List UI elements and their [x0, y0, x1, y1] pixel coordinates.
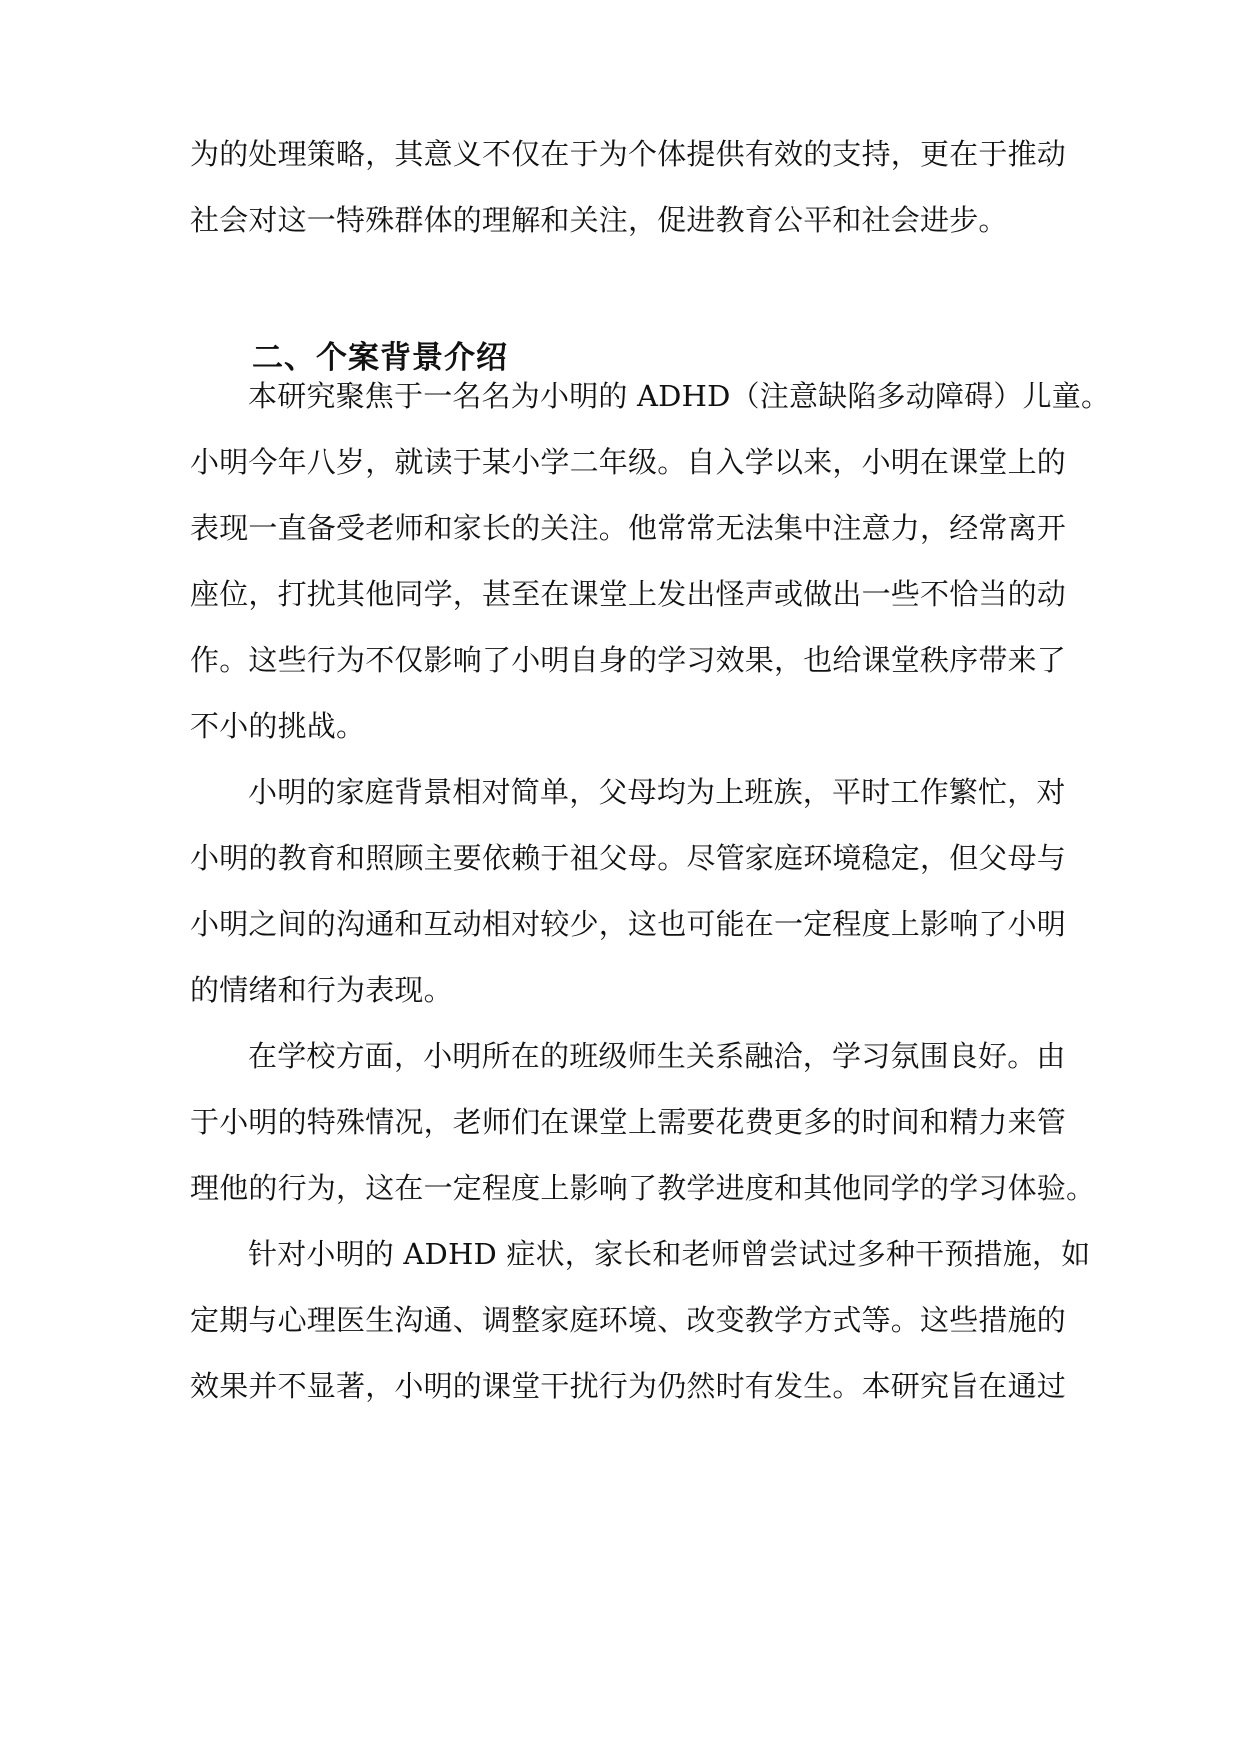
paragraph-line: 本研究聚焦于一名名为小明的 ADHD（注意缺陷多动障碍）儿童。 — [248, 379, 1111, 413]
paragraph-line: 社会对这一特殊群体的理解和关注，促进教育公平和社会进步。 — [190, 203, 1008, 237]
paragraph-line: 针对小明的 ADHD 症状，家长和老师曾尝试过多种干预措施，如 — [248, 1237, 1091, 1271]
paragraph-line: 表现一直备受老师和家长的关注。他常常无法集中注意力，经常离开 — [190, 511, 1067, 545]
paragraph-line: 小明今年八岁，就读于某小学二年级。自入学以来，小明在课堂上的 — [190, 445, 1067, 479]
paragraph-line: 小明的家庭背景相对简单，父母均为上班族，平时工作繁忙，对 — [248, 775, 1066, 809]
paragraph-line: 作。这些行为不仅影响了小明自身的学习效果，也给课堂秩序带来了 — [190, 643, 1067, 677]
paragraph-line: 于小明的特殊情况，老师们在课堂上需要花费更多的时间和精力来管 — [190, 1105, 1067, 1139]
paragraph-line: 定期与心理医生沟通、调整家庭环境、改变教学方式等。这些措施的 — [190, 1303, 1067, 1337]
paragraph-line: 小明的教育和照顾主要依赖于祖父母。尽管家庭环境稳定，但父母与 — [190, 841, 1067, 875]
paragraph-line: 不小的挑战。 — [190, 709, 366, 743]
paragraph-line: 为的处理策略，其意义不仅在于为个体提供有效的支持，更在于推动 — [190, 137, 1067, 171]
paragraph-line: 效果并不显著，小明的课堂干扰行为仍然时有发生。本研究旨在通过 — [190, 1369, 1067, 1403]
paragraph-line: 在学校方面，小明所在的班级师生关系融洽，学习氛围良好。由 — [248, 1039, 1066, 1073]
paragraph-line: 小明之间的沟通和互动相对较少，这也可能在一定程度上影响了小明 — [190, 907, 1067, 941]
paragraph-line: 的情绪和行为表现。 — [190, 973, 453, 1007]
paragraph-line: 座位，打扰其他同学，甚至在课堂上发出怪声或做出一些不恰当的动 — [190, 577, 1067, 611]
section-heading: 二、个案背景介绍 — [252, 340, 508, 376]
paragraph-line: 理他的行为，这在一定程度上影响了教学进度和其他同学的学习体验。 — [190, 1171, 1096, 1205]
